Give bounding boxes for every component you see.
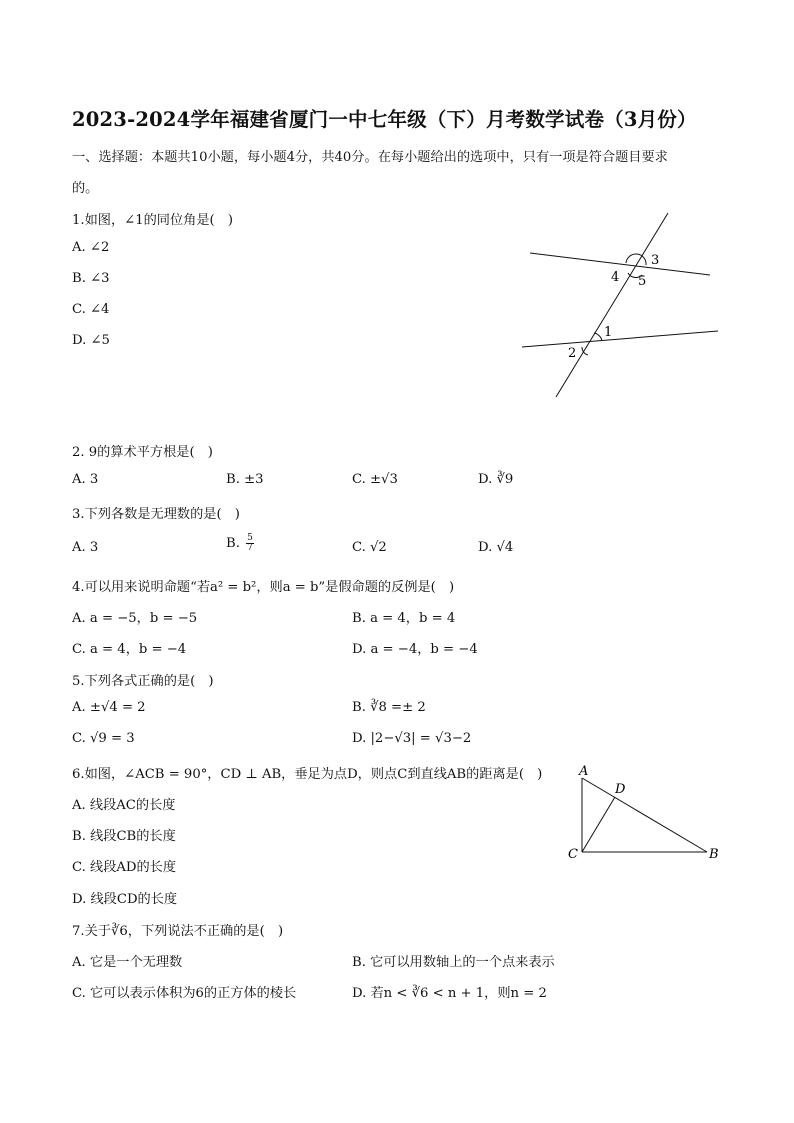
angle-mark-2 <box>582 347 588 355</box>
question-1-option-a: A. ∠2 <box>72 240 110 255</box>
figure-intersecting-lines <box>510 205 730 405</box>
question-4-option-b: B. a = 4，b = 4 <box>352 611 456 626</box>
fraction-denominator: 7 <box>247 543 253 553</box>
question-4-option-c: C. a = 4，b = −4 <box>72 642 187 657</box>
angle-label-3: 3 <box>651 253 660 268</box>
question-1-option-b: B. ∠3 <box>72 271 110 286</box>
question-7-option-c: C. 它可以表示体积为6的正方体的棱长 <box>72 986 297 1001</box>
angle-mark-1 <box>594 333 602 341</box>
segment-ab <box>582 778 707 852</box>
question-2-option-c: C. ±√3 <box>352 472 398 487</box>
question-3-option-b-prefix: B. <box>226 536 240 551</box>
upper-line <box>530 253 710 275</box>
lower-line <box>522 331 718 347</box>
question-5-option-c: C. √9 = 3 <box>72 731 135 746</box>
question-5-option-b: B. ∛8 =± 2 <box>352 700 426 715</box>
question-1-stem: 1.如图，∠1的同位角是( ) <box>72 213 233 228</box>
question-4-stem: 4.可以用来说明命题“若a² = b²，则a = b”是假命题的反例是( ) <box>72 580 455 595</box>
question-5-option-a: A. ±√4 = 2 <box>72 700 146 715</box>
question-5-stem: 5.下列各式正确的是( ) <box>72 674 214 689</box>
angle-label-5: 5 <box>638 274 647 289</box>
question-7-option-a: A. 它是一个无理数 <box>72 955 183 970</box>
vertex-label-b: B <box>709 847 719 862</box>
transversal-line <box>556 213 668 397</box>
question-7-stem: 7.关于∛6，下列说法不正确的是( ) <box>72 924 284 939</box>
question-3-option-c: C. √2 <box>352 540 387 555</box>
section-instruction-line-1: 一、选择题：本题共10小题，每小题4分，共40分。在每小题给出的选项中，只有一项是符合题目要求 <box>72 150 668 165</box>
question-1-option-d: D. ∠5 <box>72 333 110 348</box>
question-1-option-c: C. ∠4 <box>72 302 110 317</box>
question-2-option-d: D. ∛9 <box>478 472 514 487</box>
question-2-option-b: B. ±3 <box>226 472 264 487</box>
vertex-label-a: A <box>579 764 589 779</box>
angle-label-2: 2 <box>568 346 577 361</box>
question-6-option-d: D. 线段CD的长度 <box>72 892 178 907</box>
section-instruction-line-2: 的。 <box>72 181 99 196</box>
question-7-option-b: B. 它可以用数轴上的一个点来表示 <box>352 955 555 970</box>
question-6-option-b: B. 线段CB的长度 <box>72 829 176 844</box>
fraction-numerator: 5 <box>247 533 253 543</box>
question-4-option-a: A. a = −5，b = −5 <box>72 611 198 626</box>
question-2-stem: 2. 9的算术平方根是( ) <box>72 445 213 460</box>
angle-label-4: 4 <box>611 270 620 285</box>
question-7-option-d: D. 若n < ∛6 < n + 1，则n = 2 <box>352 986 547 1001</box>
question-6-option-a: A. 线段AC的长度 <box>72 798 176 813</box>
angle-mark-3-4 <box>626 254 646 265</box>
question-2-option-a: A. 3 <box>72 472 99 487</box>
question-6-option-c: C. 线段AD的长度 <box>72 860 177 875</box>
vertex-label-d: D <box>615 782 626 797</box>
fraction-five-sevenths <box>246 534 254 553</box>
question-3-option-b <box>226 534 256 553</box>
angle-label-1: 1 <box>604 325 613 340</box>
segment-cd <box>582 797 615 852</box>
page-title: 2023-2024学年福建省厦门一中七年级（下）月考数学试卷（3月份） <box>72 108 697 131</box>
question-6-stem: 6.如图，∠ACB = 90°，CD ⊥ AB，垂足为点D，则点C到直线AB的距离是( ) <box>72 767 543 782</box>
question-3-stem: 3.下列各数是无理数的是( ) <box>72 507 240 522</box>
question-3-option-a: A. 3 <box>72 540 99 555</box>
figure-right-triangle <box>565 762 725 867</box>
question-4-option-d: D. a = −4，b = −4 <box>352 642 478 657</box>
vertex-label-c: C <box>568 847 578 862</box>
question-3-option-d: D. √4 <box>478 540 514 555</box>
question-5-option-d: D. |2−√3| = √3−2 <box>352 731 472 746</box>
